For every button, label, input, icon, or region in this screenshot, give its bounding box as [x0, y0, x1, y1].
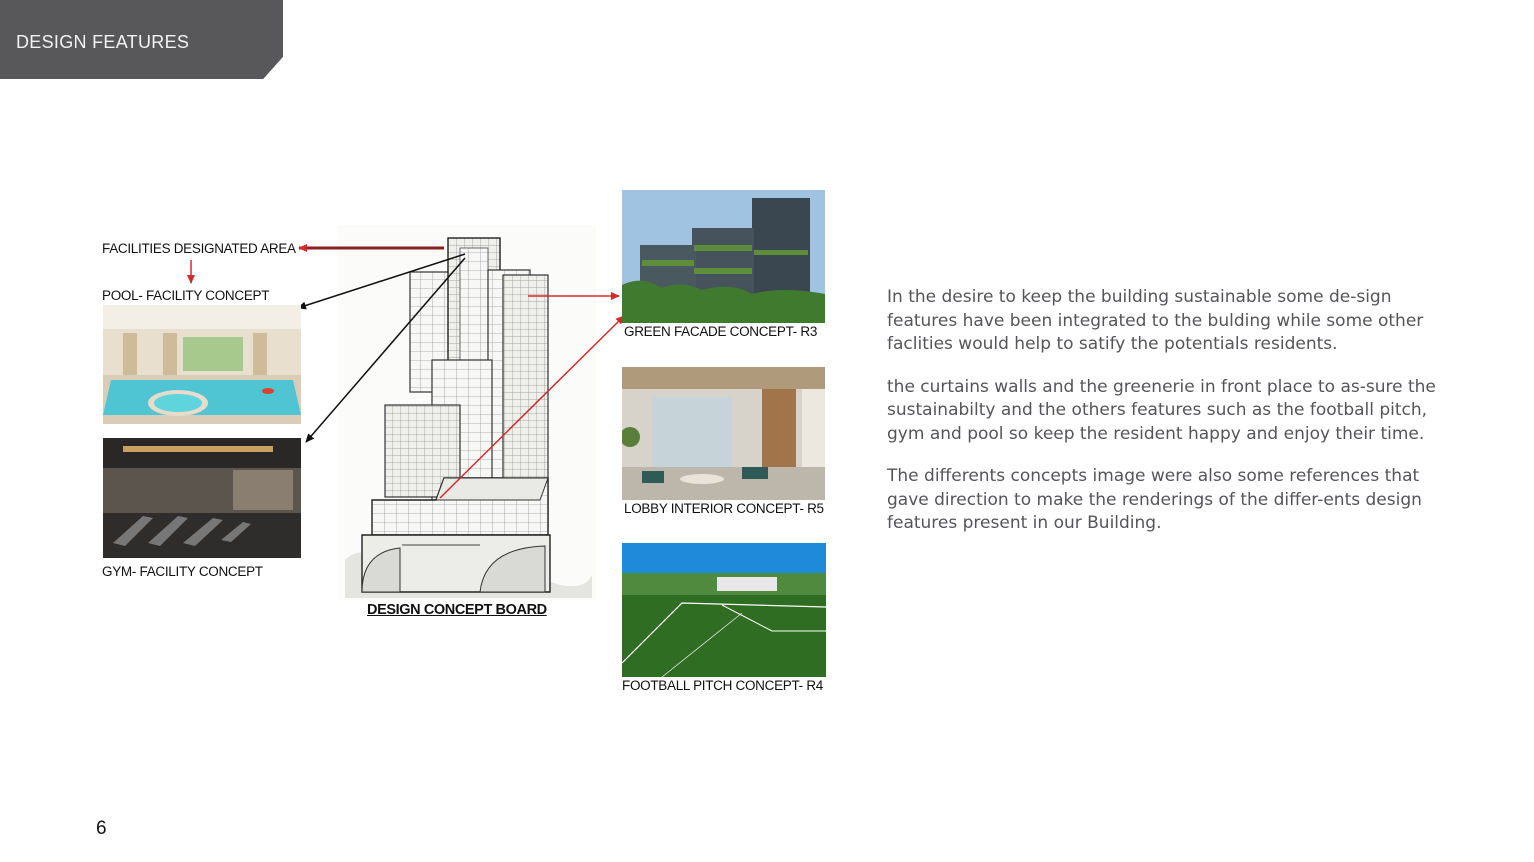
facilities-designated-area-label: FACILITIES DESIGNATED AREA [102, 241, 296, 256]
description-text [887, 286, 1447, 555]
design-concept-board-title: DESIGN CONCEPT BOARD [367, 602, 547, 618]
paragraph: In the desire to keep the building sustainable some de-sign features have been integrated to the bulding while some other faclities would help to satify the potentials residents. [887, 287, 1424, 354]
green-facade-concept-image [622, 190, 825, 323]
gym-facility-label: GYM- FACILITY CONCEPT [102, 564, 263, 579]
pool-facility-label: POOL- FACILITY CONCEPT [102, 288, 270, 303]
building-sketch [338, 225, 596, 600]
page-number: 6 [96, 818, 107, 839]
green-facade-label: GREEN FACADE CONCEPT- R3 [624, 324, 818, 339]
section-title: DESIGN FEATURES [16, 32, 190, 52]
pool-concept-image [103, 305, 301, 424]
lobby-interior-label: LOBBY INTERIOR CONCEPT- R5 [624, 501, 824, 516]
paragraph: The differents concepts image were also some references that gave direction to make the renderings of the differ-ents design features present in our Building. [887, 466, 1422, 533]
football-pitch-concept-image [622, 543, 826, 677]
football-pitch-label: FOOTBALL PITCH CONCEPT- R4 [622, 678, 823, 693]
gym-concept-image [103, 438, 301, 558]
lobby-interior-concept-image [622, 367, 825, 500]
paragraph: the curtains walls and the greenerie in front place to as-sure the sustainabilty and the others features such as the football pitch, gym and pool so keep the resident happy and enjoy their time. [887, 376, 1436, 444]
